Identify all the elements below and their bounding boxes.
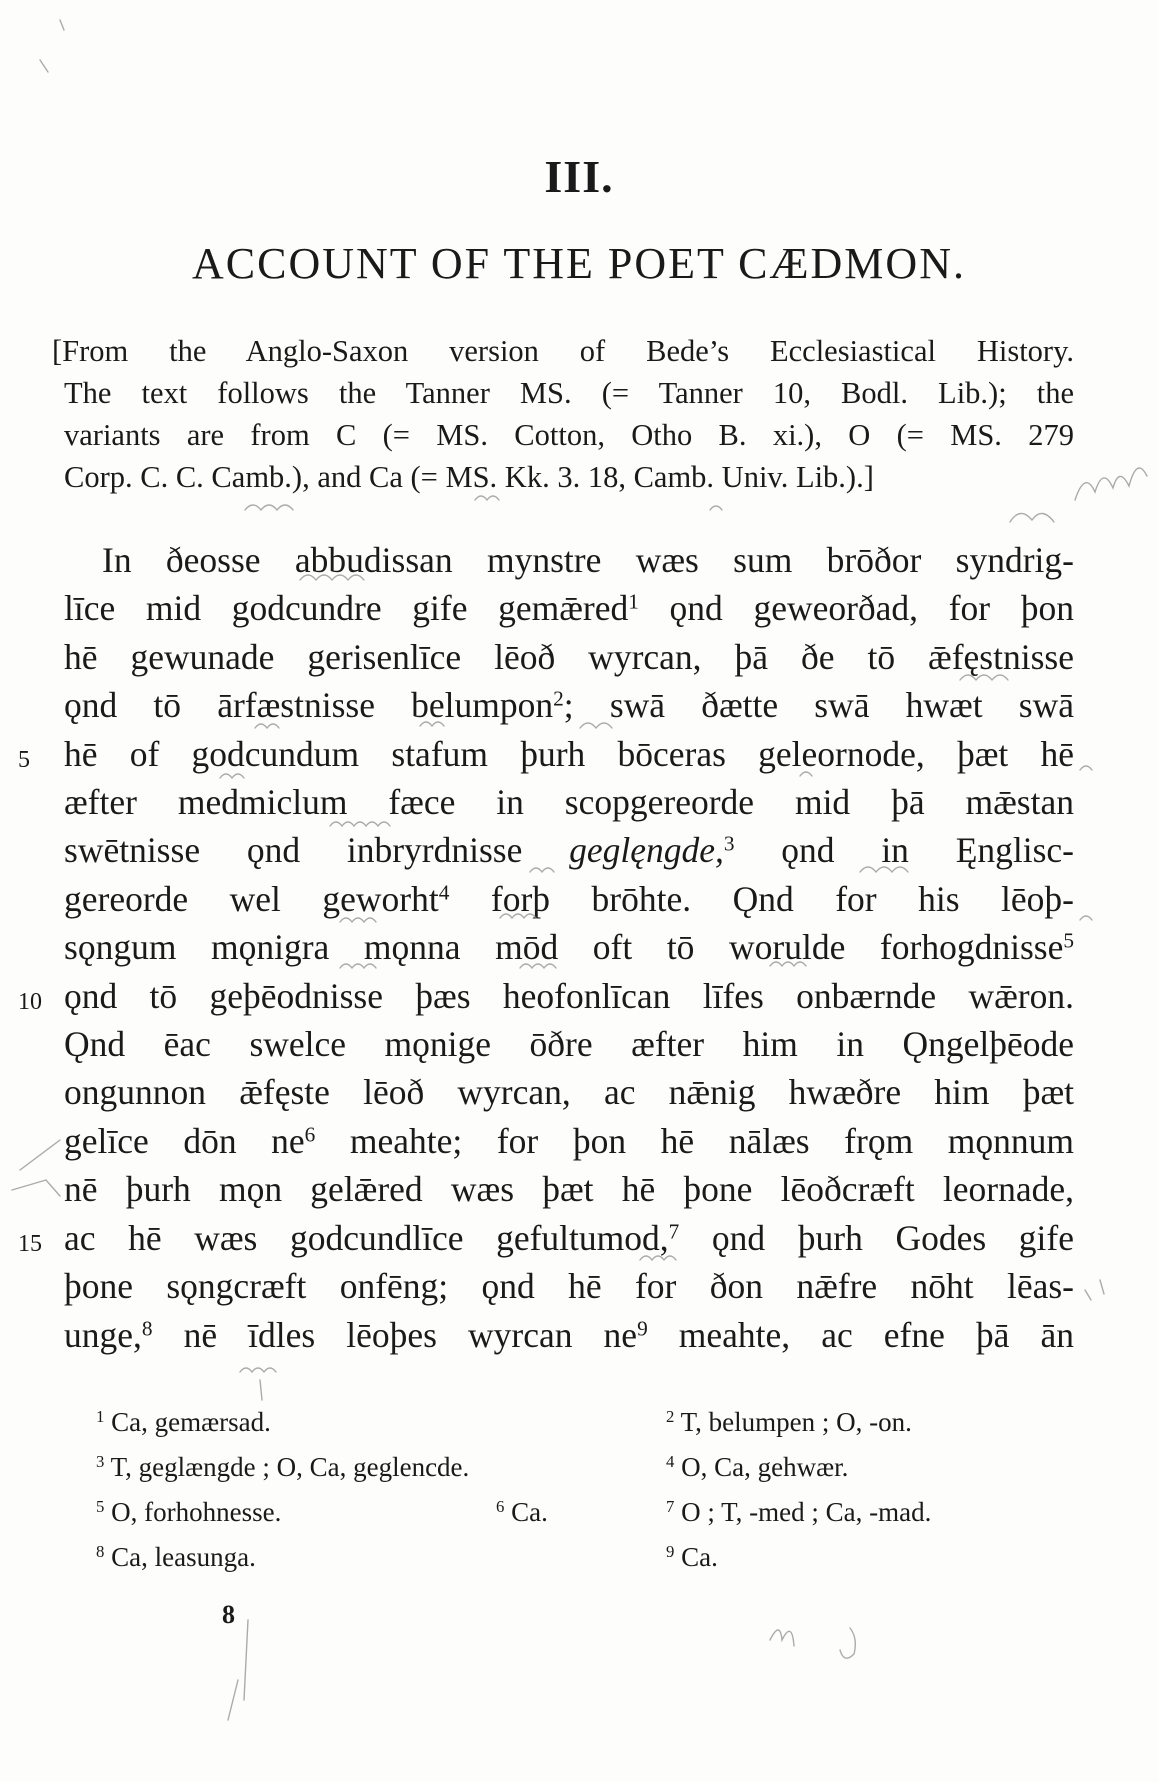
text-line <box>64 1020 1074 1068</box>
text-segment: gereorde wel geworht <box>64 878 439 919</box>
text-segment: ǫnd tō ārfæstnisse belumpon <box>64 685 554 726</box>
footnote-text: T, belumpen ; O, -on. <box>674 1407 912 1437</box>
text-line <box>64 875 1074 923</box>
text-line <box>64 1165 1074 1213</box>
text-segment: æfter medmiclum fæce in scopgereorde mid þā mǣstan <box>64 782 1074 823</box>
footnote-ref: 3 <box>723 831 735 856</box>
footnote <box>96 1445 469 1490</box>
footnote-row <box>96 1490 1076 1535</box>
text-segment: forþ brōhte. Ǫnd for his lēoþ- <box>449 878 1074 919</box>
footnote-ref: 2 <box>553 686 564 711</box>
scribble-under-last-line <box>240 1368 276 1400</box>
text-segment: gelīce dōn ne <box>64 1120 305 1161</box>
scribble-above-line1-c <box>1010 513 1054 522</box>
text-line <box>18 730 1074 778</box>
footnote-mark: 5 <box>96 1496 105 1516</box>
text-line <box>64 536 1074 584</box>
scribble-top-left <box>40 20 64 72</box>
text-segment: ǫnd þurh Godes gife <box>679 1217 1074 1258</box>
footnotes <box>96 1400 1076 1580</box>
text-segment: swētnisse ǫnd inbryrdnisse <box>64 830 570 871</box>
footnote-mark: 6 <box>496 1496 505 1516</box>
text-segment: nē þurh mǫn gelǣred wæs þæt hē þone lēoðcræft leornade, <box>64 1169 1074 1210</box>
text-segment: ongunnon ǣfęste lēoð wyrcan, ac nǣnig hwæðre him þæt <box>64 1072 1074 1113</box>
footnote-ref: 1 <box>628 589 639 614</box>
text-line <box>64 1262 1074 1310</box>
footnote-mark: 8 <box>96 1541 105 1561</box>
text-line <box>64 1117 1074 1165</box>
footnote-text: Ca, leasunga. <box>104 1542 256 1572</box>
footnote-mark: 7 <box>666 1496 675 1516</box>
text-segment: unge, <box>64 1314 142 1355</box>
scribble-near-page-number <box>228 1620 248 1720</box>
text-segment: ǫnd geweorðad, for þon <box>638 588 1074 629</box>
text-segment: ǫnd tō geþēodnisse þæs heofonlīcan līfes onbærnde wǣron. <box>64 975 1074 1016</box>
footnote-text: T, geglængde ; O, Ca, geglencde. <box>104 1452 470 1482</box>
footnote-ref: 8 <box>141 1315 153 1340</box>
scribble-above-line1-b <box>475 496 722 510</box>
text-line <box>64 826 1074 874</box>
text-segment: meahte; for þon hē nālæs frǫm mǫnnum <box>315 1120 1074 1161</box>
text-line <box>18 972 1074 1020</box>
footnote-ref: 7 <box>668 1218 680 1243</box>
text-line <box>64 681 1074 729</box>
footnote-text: Ca. <box>504 1497 548 1527</box>
text-segment: ac hē wæs godcundlīce gefultumod, <box>64 1217 669 1258</box>
scribble-margin-right-lower <box>1085 1280 1104 1300</box>
text-segment: hē of godcundum stafum þurh bōceras geleornode, þæt hē <box>64 733 1074 774</box>
footnote <box>666 1490 931 1535</box>
scribble-bottom-right <box>770 1628 855 1658</box>
line-number: 15 <box>18 1230 42 1257</box>
text-segment: hē gewunade gerisenlīce lēoð wyrcan, þā ðe tō ǣfęstnisse <box>64 636 1074 677</box>
text-segment: līce mid godcundre gife gemǣred <box>64 588 629 629</box>
page-number: 8 <box>222 1600 235 1629</box>
footnote <box>96 1535 256 1580</box>
text-segment: Ǫnd ēac swelce mǫnige ōðre æfter him in Ǫngelþēode <box>64 1024 1074 1065</box>
text-segment: ; swā ðætte swā hwæt swā <box>563 685 1074 726</box>
text-segment: þone sǫngcræft onfēng; ǫnd hē for ðon nǣfre nōht lēas- <box>64 1266 1074 1307</box>
text-line <box>64 1311 1074 1359</box>
footnote-text: O, Ca, gehwær. <box>674 1452 849 1482</box>
text-line <box>64 1068 1074 1116</box>
scribble-margin-left <box>12 1140 60 1196</box>
footnote <box>96 1490 281 1535</box>
intro-line: The text follows the Tanner MS. (= Tanner 10, Bodl. Lib.); the <box>64 376 1074 410</box>
text-segment: meahte, ac efne þā ān <box>647 1314 1074 1355</box>
footnote-mark: 2 <box>666 1406 675 1426</box>
footnote-ref: 4 <box>438 880 450 905</box>
footnote-mark: 3 <box>96 1451 105 1471</box>
line-number: 5 <box>18 746 30 773</box>
scribble-above-line1-a <box>245 505 293 510</box>
footnote <box>96 1400 271 1445</box>
text-segment: In ðeosse abbudissan mynstre wæs sum brōðor syndrig- <box>102 540 1074 580</box>
footnote-text: O, forhohnesse. <box>104 1497 282 1527</box>
footnote-text: O ; T, -med ; Ca, -mad. <box>674 1497 932 1527</box>
footnote <box>666 1445 848 1490</box>
footnote-ref: 6 <box>304 1122 316 1147</box>
footnote-mark: 9 <box>666 1541 675 1561</box>
text-line <box>64 633 1074 681</box>
footnote-text: Ca, gemærsad. <box>104 1407 271 1437</box>
text-segment: sǫngum mǫnigra mǫnna mōd oft tō worulde forhogdnisse <box>64 927 1064 968</box>
text-line <box>64 584 1074 632</box>
intro-line: [From the Anglo-Saxon version of Bede’s Ecclesiastical History. <box>52 334 1074 368</box>
text-line <box>18 1214 1074 1262</box>
footnote-text: Ca. <box>674 1542 718 1572</box>
text-segment: ǫnd in Ęnglisc- <box>734 830 1074 871</box>
intro-line: variants are from C (= MS. Cotton, Otho B. xi.), O (= MS. 279 <box>64 418 1074 452</box>
text-line <box>64 778 1074 826</box>
text-line <box>64 923 1074 971</box>
intro-line: Corp. C. C. Camb.), and Ca (= MS. Kk. 3. 18, Camb. Univ. Lib.).] <box>64 460 874 494</box>
footnote <box>666 1535 718 1580</box>
footnote-ref: 5 <box>1063 928 1074 953</box>
footnote-ref: 9 <box>637 1315 648 1340</box>
footnote-row <box>96 1445 1076 1490</box>
footnote-row <box>96 1400 1076 1445</box>
scribble-margin-right <box>1075 468 1147 500</box>
intro-note <box>52 330 1074 498</box>
footnote-mark: 1 <box>96 1406 105 1426</box>
line-number: 10 <box>18 988 42 1015</box>
main-text <box>18 536 1074 1359</box>
footnote-row <box>96 1535 1076 1580</box>
section-number: III. <box>544 151 614 202</box>
footnote <box>666 1400 912 1445</box>
footnote <box>496 1490 548 1535</box>
footnote-mark: 4 <box>666 1451 675 1471</box>
italic-word: geglęngde, <box>569 830 724 871</box>
text-segment: nē īdles lēoþes wyrcan ne <box>152 1314 638 1355</box>
chapter-title: ACCOUNT OF THE POET CÆDMON. <box>192 239 966 288</box>
